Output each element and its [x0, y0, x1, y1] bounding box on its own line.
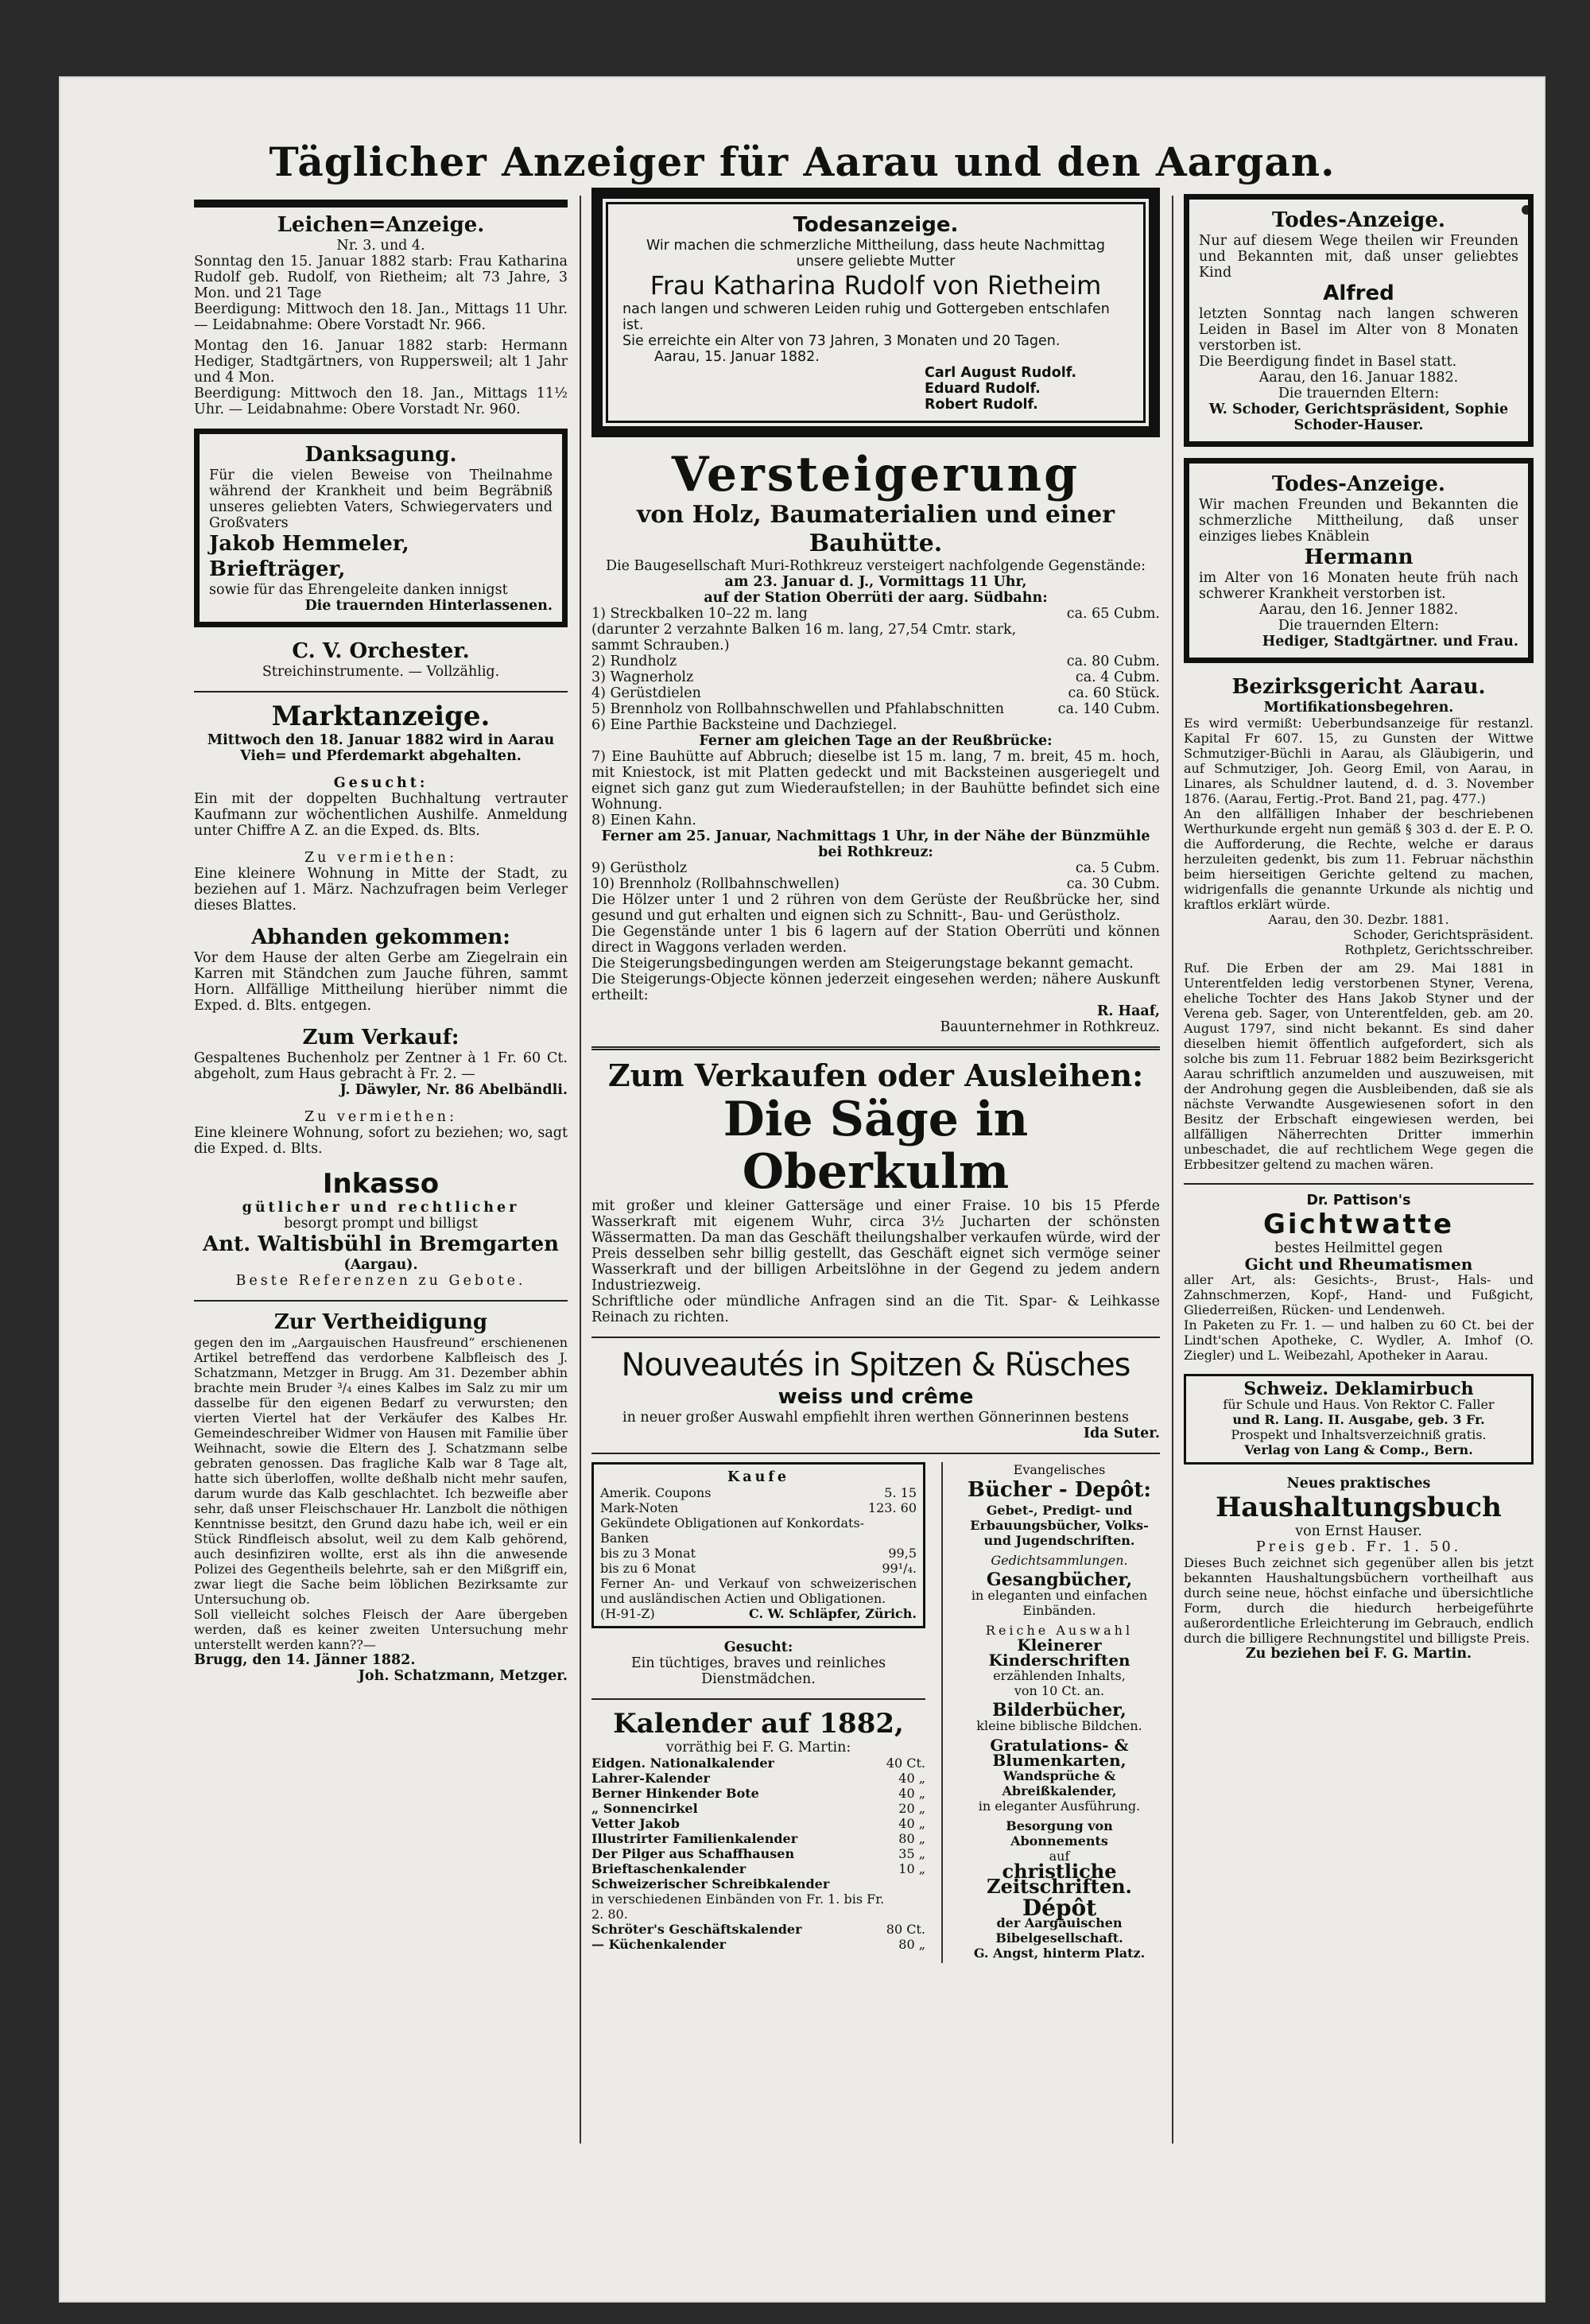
item-value: ca. 80 Cubm. [1066, 654, 1160, 669]
column-right [1184, 194, 1534, 1673]
newspaper-page [59, 76, 1545, 2303]
row-label: Berner Hinkender Bote [591, 1786, 759, 1801]
table-row [591, 1771, 925, 1786]
todes-l1: Wir machen die schmerzliche Mittheilung, dass heute Nachmittag unsere geliebte Mutter [646, 238, 1105, 270]
leichen-title: Leichen=Anzeige. [277, 213, 485, 237]
divider [591, 1337, 1160, 1338]
versteigerung-items2 [591, 860, 1160, 892]
deklamir-l1: für Schule und Haus. Von Rektor C. Faller [1223, 1397, 1495, 1412]
todesanzeige-ad [591, 188, 1160, 437]
todes1-title: Todes-Anzeige. [1272, 208, 1445, 232]
todes-s2: Eduard Rudolf. [925, 381, 1041, 397]
row-value: 20 „ [898, 1801, 925, 1816]
row-value: 10 „ [898, 1861, 925, 1876]
verkauf-ad [194, 1025, 568, 1098]
todes1-text3: Die Beerdigung findet in Basel statt. [1199, 354, 1457, 370]
gesucht2-text: Ein tüchtiges, braves und reinliches Dienstmädchen. [630, 1655, 886, 1687]
inkasso-ref: Beste Referenzen zu Gebote. [235, 1273, 526, 1289]
table-row [591, 1861, 925, 1876]
gesucht-title: Gesucht: [333, 775, 429, 791]
abhanden-text: Vor dem Hause der alten Gerbe am Ziegelrain ein Karren mit Ständchen zum Jauche führen, sammt Horn. Allfällige Mittheilung hierüber nimmt die Exped. d. Blts. entgegen. [194, 950, 568, 1014]
row-label: Brieftaschenkalender [591, 1861, 747, 1876]
buecher-ad [959, 1462, 1160, 1963]
todes-date: Aarau, 15. Januar 1882. [654, 349, 820, 365]
nouveautes-ad [591, 1346, 1160, 1441]
vertheidigung-sign: Joh. Schatzmann, Metzger. [358, 1668, 568, 1684]
buecher-l17: Dépôt [1022, 1895, 1097, 1921]
bezirk-text: Es wird vermißt: Ueberbundsanzeige für restanzl. Kapital Fr 607. 15, zu Gunsten der Wittwe Schmutziger-Büchli in Aarau, als Gläubigerin, und auf Schmutziger, Joh. Georg Emil, von Aarau, in Linares, als Schuldner lautend, d. d. 3. November 1876. (Aarau, Fertig.-Prot. Band 21, pag. 477.) [1184, 716, 1534, 806]
pattison-l2: Gicht und Rheumatismen [1244, 1255, 1473, 1274]
row-label: Lahrer-Kalender [591, 1771, 710, 1786]
versteigerung-p4: Die Steigerungs-Objecte können jederzeit eingesehen werden; nähere Auskunft ertheilt: [591, 972, 1160, 1003]
inner-column-rule [941, 1462, 943, 1963]
buecher-l5: Reiche Auswahl [985, 1623, 1134, 1638]
column-middle [591, 188, 1160, 1963]
table-row [591, 1891, 925, 1922]
row-label: Eidgen. Nationalkalender [591, 1756, 774, 1771]
kaufe-title: Kaufe [727, 1469, 789, 1485]
lower-middle-left [591, 1462, 925, 1963]
buecher-l13: in eleganter Ausführung. [978, 1798, 1141, 1814]
item-label: 5) Brennholz von Rollbahnschwellen und Pfahlabschnitten [591, 701, 1005, 717]
todes2-text2: im Alter von 16 Monaten heute früh nach schwerer Krankheit verstorben ist. [1199, 570, 1518, 602]
gesucht2-title: Gesucht: [723, 1639, 793, 1655]
table-row [600, 1561, 917, 1576]
divider [194, 1300, 568, 1302]
item-value: ca. 5 Cubm. [1075, 860, 1160, 876]
masthead: Täglicher Anzeiger für Aarau und den Aargan. [269, 138, 1336, 185]
abhanden-title: Abhanden gekommen: [251, 925, 510, 949]
todes2-l1: Die trauernden Eltern: [1278, 618, 1440, 634]
divider [591, 1046, 1160, 1050]
inkasso-name: Ant. Waltisbühl in Bremgarten [202, 1232, 560, 1256]
versteigerung-p2: Die Gegenstände unter 1 bis 6 lagern auf der Station Oberrüti und können direct in Waggons verladen werden. [591, 924, 1160, 956]
table-row [591, 860, 1160, 876]
buecher-l4: in eleganten und einfachen Einbänden. [971, 1588, 1148, 1618]
divider [1184, 1183, 1534, 1185]
row-value: 40 „ [898, 1816, 925, 1831]
divider [591, 1698, 925, 1700]
buecher-l12: Wandsprüche & Abreißkalender, [1002, 1768, 1117, 1798]
row-label: Illustrirter Familienkalender [591, 1831, 798, 1846]
kaufe-sign: C. W. Schläpfer, Zürich. [748, 1606, 917, 1621]
kaufe-code: (H-91-Z) [600, 1606, 655, 1621]
saege-text: mit großer und kleiner Gattersäge und einer Fraise. 10 bis 15 Pferde Wasserkraft mit eigenem Wuhr, circa 3½ Jucharten der schönsten Wässermatten. Da man das Geschäft theilungshalber verkaufen würde, wird der Preis desselben sehr billig gestellt, das Geschäft eignet sich vermöge seiner Wasserkraft und der billigen Arbeitslöhne in der Gegend zu jedem andern Industriezweig. [591, 1198, 1160, 1294]
table-row [600, 1546, 917, 1561]
verkauf-title: Zum Verkauf: [302, 1026, 460, 1049]
todes1-l1: Die trauernden Eltern: [1278, 386, 1440, 402]
table-row [591, 606, 1160, 622]
lower-middle [591, 1462, 1160, 1963]
item-label: 4) Gerüstdielen [591, 685, 701, 701]
row-value [886, 1891, 925, 1922]
table-row [591, 1786, 925, 1801]
pattison-pre: Dr. Pattison's [1306, 1193, 1411, 1209]
row-value: 40 „ [898, 1771, 925, 1786]
vertheidigung-ad [194, 1309, 568, 1684]
row-label: Schröter's Geschäftskalender [591, 1922, 802, 1937]
danksagung-name: Jakob Hemmeler, Briefträger, [209, 532, 409, 581]
inkasso-l1: gütlicher und rechtlicher [242, 1200, 520, 1216]
saege-name: Die Säge in Oberkulm [723, 1092, 1029, 1200]
table-row [600, 1500, 917, 1515]
inkasso-ad [194, 1168, 568, 1289]
pattison-ad [1184, 1193, 1534, 1363]
vertheidigung-text: gegen den im „Aargauischen Hausfreund“ erschienenen Artikel betreffend das verdorbene Kalbfleisch des J. Schatzmann, Metzger in Brugg. Am 31. Dezember abhin brachte mein Bruder ³/₄ eines Kalbes im Salz zu mir um dasselbe für den eigenen Bedarf zu verwursten; den vierten Viertel hat der Verkäufer des Kalbes Hr. Gemeindeschreiber Widmer von Hausen mit Familie über Weihnacht, sowie die Eltern des J. Schatzmann selbe gebraten genossen. Das fragliche Kalb war 8 Tage alt, hatte sich überloffen, wollte deßhalb nicht mehr saufen, darum wurde das Kalb geschlachtet. Ich bezweifle aber sehr, daß unser Fleischschauer Hr. Lanzbolt die nöthigen Kenntnisse besitzt, den Grund dazu habe ich, weil er ein Stück Rindfleisch absolut, weil zu dem Kalb gehörend, auch desinfiziren wollte, erst als ihn die anwesende Polizei des Gegentheils belehrte, sah er den Mißgriff ein, zwar liegt die Sache beim löblichen Bezirksamte zur Untersuchung ob. [194, 1335, 568, 1607]
row-label: Gekündete Obligationen auf Konkordats-Banken [600, 1515, 865, 1546]
row-label: bis zu 3 Monat [600, 1546, 696, 1561]
buecher-l9: Bilderbücher, [992, 1700, 1127, 1721]
item-value: ca. 60 Stück. [1068, 685, 1160, 701]
saege-ad [591, 1058, 1160, 1325]
row-value: 80 „ [898, 1831, 925, 1846]
bezirksgericht-ad [1184, 674, 1534, 1172]
pattison-l1: bestes Heilmittel gegen [1274, 1240, 1443, 1256]
table-row [591, 654, 1160, 669]
table-row [591, 1816, 925, 1831]
kaufe-footer [600, 1606, 917, 1621]
haushalt-price: Preis geb. Fr. 1. 50. [1255, 1539, 1462, 1555]
versteigerung-intro: Die Baugesellschaft Muri-Rothkreuz versteigert nachfolgende Gegenstände: [606, 558, 1146, 574]
table-row [591, 1922, 925, 1937]
todes1-text: Nur auf diesem Wege theilen wir Freunden und Bekannten mit, daß unser geliebtes Kind [1199, 233, 1518, 281]
row-value: 40 Ct. [886, 1756, 925, 1771]
versteigerung-when: am 23. Januar d. J., Vormittags 11 Uhr, [724, 574, 1027, 590]
item-label: 10) Brennholz (Rollbahnschwellen) [591, 876, 840, 892]
deklamir-l4: Verlag von Lang & Comp., Bern. [1244, 1442, 1473, 1457]
todes2-date: Aarau, den 16. Jenner 1882. [1258, 602, 1459, 618]
haushalt-pre: Neues praktisches [1286, 1476, 1431, 1492]
column-left [194, 200, 568, 1695]
deklamir-title: Schweiz. Deklamirbuch [1243, 1379, 1474, 1399]
deklamir-l2: und R. Lang. II. Ausgabe, geb. 3 Fr. [1232, 1412, 1485, 1427]
vermiethen-title: Zu vermiethen: [304, 850, 457, 866]
marktanzeige-ad [194, 700, 568, 764]
abhanden-ad [194, 925, 568, 1014]
leichen-p1b: Beerdigung: Mittwoch den 18. Jan., Mittags 11 Uhr. — Leidabnahme: Obere Vorstadt Nr. 966. [194, 301, 568, 333]
versteigerung-item8: 8) Einen Kahn. [591, 813, 696, 828]
column-rule-right [1172, 196, 1173, 2144]
haushalt-text: Dieses Buch zeichnet sich gegenüber allen bis jetzt bekannten Haushaltungsbüchern vortheilhaft aus durch seine neue, höchst einfache und übersichtliche Form, durch die hiedurch herbeigeführte außerordentliche Erleichterung im Gebrauch, endlich durch die billigere Rechnungstitel und billigste Preis. [1184, 1555, 1534, 1646]
vermiethen2-title: Zu vermiethen: [304, 1109, 457, 1125]
row-value: 40 „ [898, 1786, 925, 1801]
row-label: Amerik. Coupons [600, 1485, 712, 1500]
nouveautes-sign: Ida Suter. [1083, 1426, 1160, 1441]
saege-text2: Schriftliche oder mündliche Anfragen sind an die Tit. Spar- & Leihkasse Reinach zu richten. [591, 1294, 1160, 1325]
todes1-text2: letzten Sonntag nach langen schweren Leiden in Basel im Alter von 8 Monaten verstorben ist. [1199, 306, 1518, 354]
table-row [591, 685, 1160, 701]
bezirk-text2: An den allfälligen Inhaber der beschriebenen Werthurkunde ergeht nun gemäß § 303 d. der E. P. O. die Aufforderung, die Rechte, welche er daraus herzuleiten gedenkt, bis zum 11. Februar nächsthin beim hierseitigen Gerichte geltend zu machen, widrigenfalls die genannte Urkunde als nichtig und kraftlos erklärt würde. [1184, 806, 1534, 912]
leichen-p1: Sonntag den 15. Januar 1882 starb: Frau Katharina Rudolf geb. Rudolf, von Rietheim; alt 73 Jahre, 3 Mon. und 21 Tage [194, 254, 568, 301]
versteigerung-where: auf der Station Oberrüti der aarg. Südbahn: [704, 590, 1048, 606]
markt-title: Marktanzeige. [271, 700, 491, 732]
deklamir-l3: Prospekt und Inhaltsverzeichniß gratis. [1231, 1427, 1487, 1442]
versteigerung-items [591, 606, 1160, 733]
danksagung-text2: sowie für das Ehrengeleite danken innigst [209, 582, 508, 598]
buecher-l7: erzählenden Inhalts, [993, 1668, 1126, 1683]
versteigerung-sign: R. Haaf, [1096, 1003, 1160, 1019]
todes2-text: Wir machen Freunden und Bekannten die schmerzliche Mittheilung, daß unser einziges liebes Knäblein [1199, 497, 1518, 545]
row-value: 123. 60 [867, 1500, 917, 1515]
haushalt-title: Haushaltungsbuch [1216, 1492, 1502, 1523]
buecher-l11: Gratulations- & Blumenkarten, [990, 1736, 1129, 1770]
versteigerung-sub: von Holz, Baumaterialien und einer Bauhütte. [636, 501, 1115, 557]
row-value: 80 Ct. [886, 1922, 925, 1937]
table-row [591, 876, 1160, 892]
versteigerung-ferner2: Ferner am 25. Januar, Nachmittags 1 Uhr, in der Nähe der Bünzmühle bei Rothkreuz: [601, 828, 1150, 860]
vermiethen-ad [194, 850, 568, 914]
bezirk-s2: Rothpletz, Gerichtsschreiber. [1344, 942, 1534, 957]
row-label: in verschiedenen Einbänden von Fr. 1. bis Fr. 2. 80. [591, 1891, 885, 1922]
verkauf-sign: J. Däwyler, Nr. 86 Abelbändli. [339, 1082, 568, 1098]
item-label: 6) Eine Parthie Backsteine und Dachziegel. [591, 717, 898, 733]
vertheidigung-date: Brugg, den 14. Jänner 1882. [194, 1652, 416, 1668]
item-label: 1) Streckbalken 10–22 m. lang [591, 606, 808, 622]
gesucht2-ad [591, 1639, 925, 1687]
row-label: „ Sonnencirkel [591, 1801, 698, 1816]
row-value: 99,5 [888, 1546, 917, 1561]
danksagung-sign: Die trauernden Hinterlassenen. [304, 598, 553, 614]
leichen-p2: Montag den 16. Januar 1882 starb: Hermann Hediger, Stadtgärtners, von Ruppersweil; alt 1 Jahr und 4 Mon. [194, 338, 568, 386]
row-label: — Küchenkalender [591, 1937, 727, 1952]
row-label: Mark-Noten [600, 1500, 679, 1515]
vermiethen2-text: Eine kleinere Wohnung, sofort zu beziehen; wo, sagt die Exped. d. Blts. [194, 1125, 568, 1157]
pattison-text2: In Paketen zu Fr. 1. — und halben zu 60 Ct. bei der Lindt'schen Apotheke, C. Wydler, A. Imhof (O. Ziegler) und L. Weibezahl, Apotheker in Aarau. [1184, 1317, 1534, 1363]
gesucht-ad [194, 775, 568, 839]
todes-name: Frau Katharina Rudolf von Rietheim [650, 270, 1102, 301]
table-row [591, 1846, 925, 1861]
buecher-l1: Gebet-, Predigt- und Erbauungsbücher, Volks- und Jugendschriften. [970, 1503, 1149, 1548]
haushalt-sign: Zu beziehen bei F. G. Martin. [1245, 1646, 1472, 1662]
buecher-l18: der Aargauischen Bibelgesellschaft. [995, 1915, 1123, 1946]
pattison-title: Gichtwatte [1262, 1209, 1455, 1240]
item-value: ca. 4 Cubm. [1075, 669, 1160, 685]
bezirk-s1: Schoder, Gerichtspräsident. [1353, 927, 1534, 942]
column-rule-left [580, 196, 581, 2144]
todes-anzeige-alfred [1184, 194, 1534, 447]
leichen-p2b: Beerdigung: Mittwoch den 18. Jan., Mittags 11½ Uhr. — Leidabnahme: Obere Vorstadt Nr. 960. [194, 386, 568, 417]
table-row [600, 1515, 917, 1546]
row-value: 80 „ [898, 1937, 925, 1952]
bezirk-date: Aarau, den 30. Dezbr. 1881. [1268, 912, 1449, 927]
versteigerung-p3: Die Steigerungsbedingungen werden am Steigerungstage bekannt gemacht. [591, 956, 1134, 972]
kalender-ad [591, 1708, 925, 1952]
item-label: 2) Rundholz [591, 654, 677, 669]
todes-anzeige-hermann [1184, 458, 1534, 663]
todes2-title: Todes-Anzeige. [1272, 472, 1445, 496]
kalender-table [591, 1756, 925, 1952]
buecher-l8: von 10 Ct. an. [1014, 1683, 1105, 1698]
danksagung-title: Danksagung. [304, 443, 457, 467]
danksagung-ad [194, 429, 568, 627]
table-row [591, 1756, 925, 1771]
versteigerung-title: Versteigerung [671, 447, 1080, 502]
vermiethen-text: Eine kleinere Wohnung in Mitte der Stadt, zu beziehen auf 1. März. Nachzufragen beim Verleger dieses Blattes. [194, 866, 568, 914]
table-row [591, 669, 1160, 685]
table-row [591, 1937, 925, 1952]
buecher-l3: Gesangbücher, [986, 1569, 1133, 1590]
row-value: 35 „ [898, 1846, 925, 1861]
inkasso-title: Inkasso [322, 1168, 440, 1200]
table-row [591, 1801, 925, 1816]
table-row [591, 622, 1160, 654]
table-row [591, 717, 1160, 733]
bezirk-title: Bezirksgericht Aarau. [1231, 675, 1486, 699]
versteigerung-ferner1: Ferner am gleichen Tage an der Reußbrücke: [699, 733, 1053, 749]
item-label: 3) Wagnerholz [591, 669, 694, 685]
saege-title: Zum Verkaufen oder Ausleihen: [607, 1057, 1144, 1093]
todes1-sign: W. Schoder, Gerichtspräsident, Sophie Schoder-Hauser. [1208, 402, 1509, 433]
inkasso-l2: besorgt prompt und billigst [284, 1216, 478, 1232]
inkasso-place: (Aargau). [343, 1257, 418, 1273]
todesanzeige-inner [606, 202, 1146, 423]
nouveautes-title: Nouveautés in Spitzen & Rüsches [621, 1347, 1130, 1383]
table-row [591, 1876, 925, 1891]
divider [194, 691, 568, 693]
row-label: Schweizerischer Schreibkalender [591, 1876, 830, 1891]
buecher-title: Bücher - Depôt: [968, 1478, 1151, 1502]
kaufe-text: Ferner An- und Verkauf von schweizerischen und ausländischen Actien und Obligationen. [600, 1576, 917, 1606]
row-label: Vetter Jakob [591, 1816, 680, 1831]
buecher-l2: Gedichtsammlungen. [991, 1553, 1128, 1568]
item-value: ca. 140 Cubm. [1057, 701, 1160, 717]
row-value: 99¹/₄. [882, 1561, 917, 1576]
versteigerung-p1: Die Hölzer unter 1 und 2 rühren von dem Gerüste der Reußbrücke her, sind gesund und gut erhalten und eignen sich zu Schnitt-, Bau- und Gerüstholz. [591, 892, 1160, 924]
item-value: ca. 30 Cubm. [1066, 876, 1160, 892]
todes1-date: Aarau, den 16. Januar 1882. [1258, 370, 1459, 386]
todes-title: Todesanzeige. [793, 213, 959, 237]
versteigerung-sign2: Bauunternehmer in Rothkreuz. [940, 1019, 1160, 1035]
row-label: Der Pilger aus Schaffhausen [591, 1846, 795, 1861]
item-value [1058, 622, 1160, 654]
buecher-l0: Evangelisches [1013, 1462, 1106, 1477]
buecher-sign: G. Angst, hinterm Platz. [973, 1946, 1146, 1961]
todes2-sign: Hediger, Stadtgärtner. und Frau. [1262, 634, 1518, 650]
buecher-l15: auf [1049, 1849, 1070, 1864]
todes-l3: Sie erreichte ein Alter von 73 Jahren, 3 Monaten und 20 Tagen. [622, 333, 1061, 349]
row-value [886, 1876, 925, 1891]
deklamirbuch-ad [1184, 1374, 1534, 1465]
nouveautes-sub: weiss und crême [778, 1385, 974, 1409]
kaufe-table [600, 1485, 917, 1576]
item-label: (darunter 2 verzahnte Balken 16 m. lang, 27,54 Cmtr. stark, sammt Schrauben.) [591, 622, 1017, 654]
kaufe-ad [591, 1462, 925, 1628]
haushaltungsbuch-ad [1184, 1476, 1534, 1662]
item-value: ca. 65 Cubm. [1066, 606, 1160, 622]
row-value: 5. 15 [884, 1485, 917, 1500]
orchester-ad [194, 638, 568, 680]
bezirk-ruf: Ruf. Die Erben der am 29. Mai 1881 in Unterentfelden ledig verstorbenen Styner, Verena, eheliche Tochter des Hans Jakob Styner und der Verena geb. Sager, von Unterentfelden, geb. am 20. August 1797, sind nicht bekannt. Es sind daher dieselben hiemit öffentlich aufgefordert, sich als solche bis zum 11. Februar 1882 beim Bezirksgericht Aarau schriftlich anzumelden und auszuweisen, mit der Androhung gegen die Ausbleibenden, daß sie als nächste Verwandte Ausgewiesenen sofort in den Besitz der Erbschaft eingewiesen werden, bei allfälligen Näherrechten Dritter immerhin unbeschadet, die auf rechtlichem Wege gegen die Erbbesitzer geltend zu machen wären. [1184, 960, 1534, 1172]
todes-s1: Carl August Rudolf. [925, 365, 1077, 381]
orchester-sub: Streichinstrumente. — Vollzählig. [262, 664, 500, 680]
vermiethen2-ad [194, 1109, 568, 1157]
buecher-l10: kleine biblische Bildchen. [976, 1718, 1142, 1733]
divider [591, 1453, 1160, 1454]
versteigerung-item7: 7) Eine Bauhütte auf Abbruch; dieselbe ist 15 m. lang, 7 m. breit, 45 m. hoch, mit Kniestock, ist mit Platten gedeckt und mit Backsteinen ausgeriegelt und eignet sich ganz gut zum Wiederaufstellen; in der Bauhütte befindet sich eine Wohnung. [591, 749, 1160, 813]
table-row [591, 1831, 925, 1846]
todes1-name: Alfred [1323, 281, 1394, 305]
danksagung-text: Für die vielen Beweise von Theilnahme während der Krankheit und beim Begräbniß unseres geliebten Vaters, Schwiegervaters und Großvaters [209, 468, 553, 531]
kalender-title: Kalender auf 1882, [613, 1708, 904, 1740]
row-value [868, 1515, 917, 1546]
leichen-nr: Nr. 3. und 4. [336, 238, 425, 254]
markt-text: Mittwoch den 18. Januar 1882 wird in Aarau Vieh= und Pferdemarkt abgehalten. [207, 732, 555, 764]
versteigerung-ad [591, 448, 1160, 1035]
kalender-sub: vorräthig bei F. G. Martin: [665, 1740, 851, 1756]
table-row [600, 1485, 917, 1500]
buecher-l14: Besorgung von Abonnements [1006, 1818, 1113, 1849]
row-label: bis zu 6 Monat [600, 1561, 696, 1576]
orchester-title: C. V. Orchester. [292, 639, 470, 663]
haushalt-auth: von Ernst Hauser. [1295, 1523, 1422, 1539]
item-label: 9) Gerüstholz [591, 860, 688, 876]
leichen-anzeige [194, 200, 568, 417]
verkauf-text: Gespaltenes Buchenholz per Zentner à 1 Fr. 60 Ct. abgeholt, zum Haus gebracht à Fr. 2. — [194, 1050, 568, 1082]
pattison-text: aller Art, als: Gesichts-, Brust-, Hals- und Zahnschmerzen, Kopf-, Hand- und Fußgicht, Gliederreißen, Rücken- und Lendenweh. [1184, 1272, 1534, 1317]
buecher-l6: Kleinerer Kinderschriften [988, 1635, 1130, 1670]
bezirk-sub: Mortifikationsbegehren. [1263, 700, 1454, 716]
buecher-l16: christliche Zeitschriften. [987, 1860, 1132, 1898]
nouveautes-text: in neuer großer Auswahl empfiehlt ihren werthen Gönnerinnen bestens [622, 1410, 1129, 1426]
vertheidigung-title: Zur Vertheidigung [273, 1310, 488, 1334]
todes-l2: nach langen und schweren Leiden ruhig und Gottergeben entschlafen ist. [622, 301, 1110, 333]
item-value [1058, 717, 1160, 733]
table-row [591, 701, 1160, 717]
vertheidigung-text2: Soll vielleicht solches Fleisch der Aare übergeben werden, daß es keiner zweiten Untersuchung mehr unterstellt werden kann??— [194, 1607, 568, 1652]
todes2-name: Hermann [1304, 545, 1414, 569]
gesucht-text: Ein mit der doppelten Buchhaltung vertrauter Kaufmann zur wöchentlichen Aushilfe. Anmeldung unter Chiffre A Z. an die Exped. ds. Blts. [194, 791, 568, 839]
todes-s3: Robert Rudolf. [925, 397, 1038, 413]
